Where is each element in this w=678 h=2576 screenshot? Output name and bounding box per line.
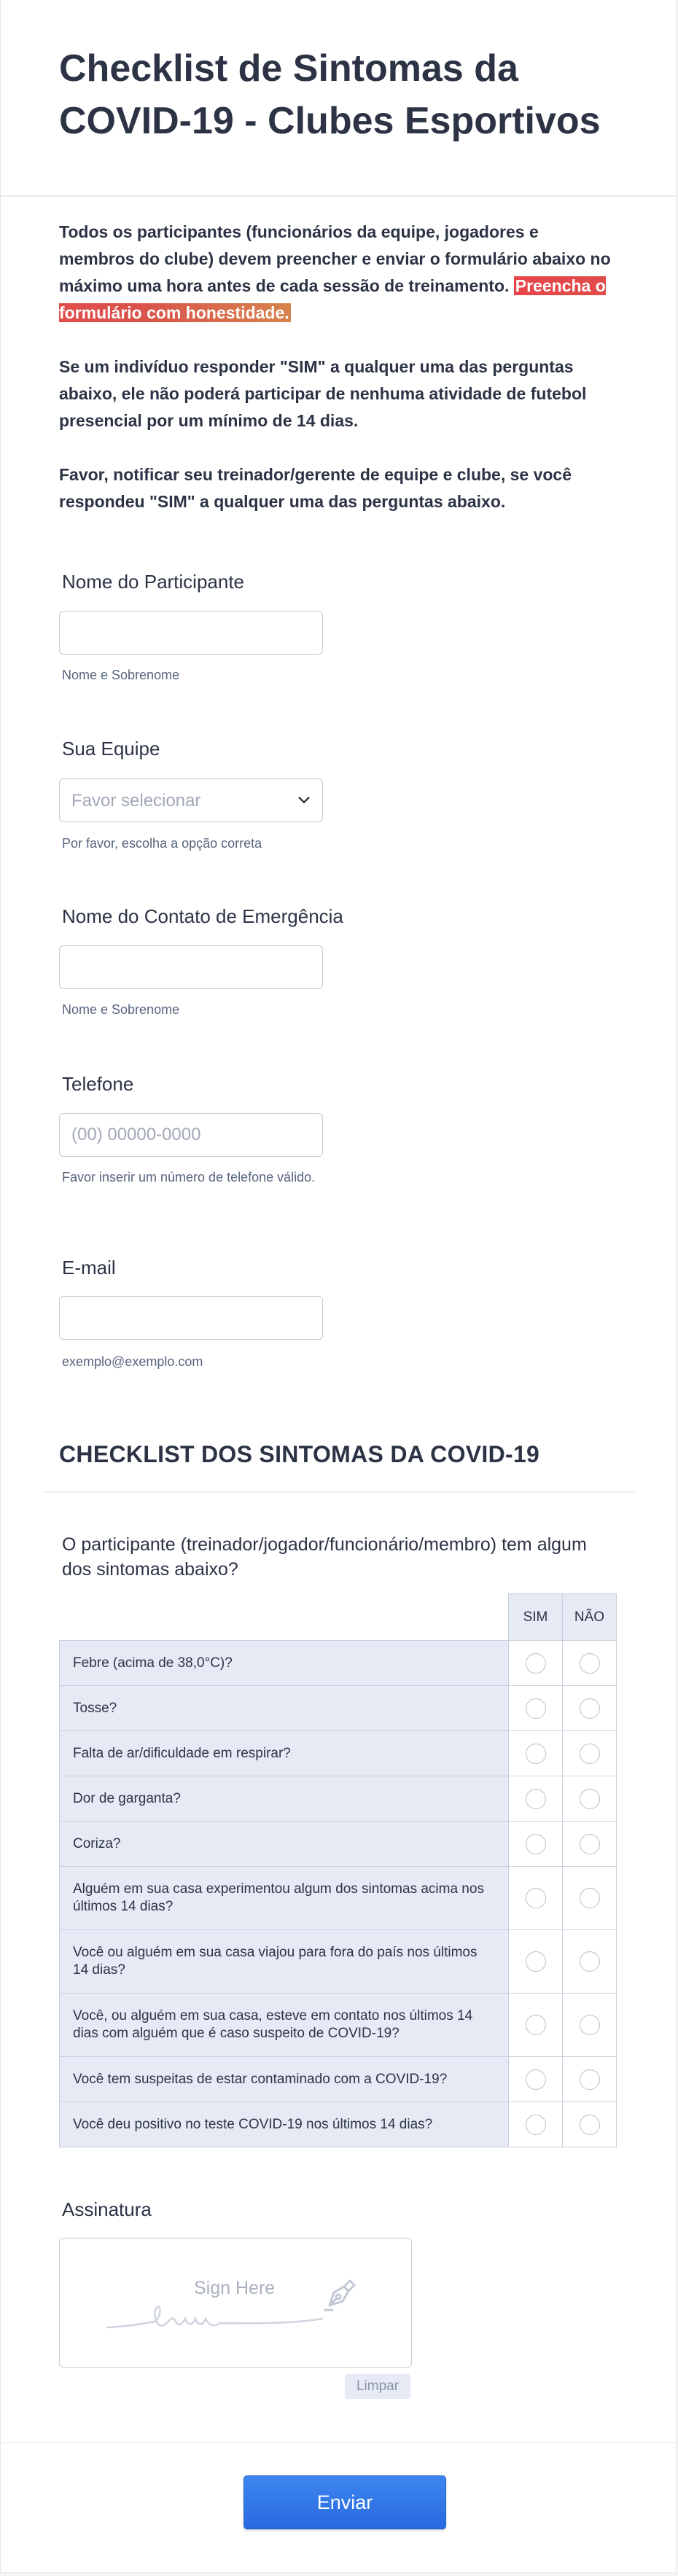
matrix-cell-sim xyxy=(509,1686,563,1731)
matrix-row xyxy=(60,1822,617,1867)
email-label: E-mail xyxy=(62,1257,116,1279)
radio-sim[interactable] xyxy=(526,1698,546,1719)
matrix-row xyxy=(60,1867,617,1930)
team-select[interactable] xyxy=(59,778,323,822)
phone-label: Telefone xyxy=(62,1073,134,1095)
radio-sim[interactable] xyxy=(526,1744,546,1764)
phone-input[interactable] xyxy=(59,1113,323,1157)
matrix-row-label: Você, ou alguém em sua casa, esteve em contato nos últimos 14 dias com alguém que é caso suspeito de COVID-19? xyxy=(60,1994,509,2057)
form-header xyxy=(1,0,676,197)
matrix-row-label: Tosse? xyxy=(60,1686,509,1731)
matrix-row xyxy=(60,1994,617,2057)
footer-divider xyxy=(1,2442,676,2443)
matrix-row-label: Febre (acima de 38,0°C)? xyxy=(60,1641,509,1686)
section-title: CHECKLIST DOS SINTOMAS DA COVID-19 xyxy=(59,1441,540,1467)
radio-sim[interactable] xyxy=(526,1834,546,1854)
radio-nao[interactable] xyxy=(580,2015,600,2035)
matrix-cell-nao xyxy=(563,1731,617,1776)
matrix-column-sim: SIM xyxy=(509,1594,563,1641)
participant-name-sublabel: Nome e Sobrenome xyxy=(62,668,180,682)
form-title: Checklist de Sintomas da COVID-19 - Clubes Esportivos xyxy=(59,47,601,142)
radio-nao[interactable] xyxy=(580,2069,600,2090)
intro-text-1: Todos os participantes (funcionários da equipe, jogadores e membros do clube) devem preencher e enviar o formulário abaixo no máximo uma hora antes de cada sessão de treinamento. xyxy=(59,222,611,295)
matrix-cell-sim xyxy=(509,1822,563,1867)
matrix-cell-nao xyxy=(563,2102,617,2147)
matrix-cell-nao xyxy=(563,1867,617,1930)
phone-sublabel: Favor inserir um número de telefone válido. xyxy=(62,1170,316,1184)
matrix-cell-nao xyxy=(563,1686,617,1731)
matrix-row-label: Você tem suspeitas de estar contaminado com a COVID-19? xyxy=(60,2057,509,2102)
matrix-cell-nao xyxy=(563,1994,617,2057)
intro-paragraph-1 xyxy=(59,219,613,327)
team-select-value: Favor selecionar xyxy=(71,791,201,811)
chevron-down-icon xyxy=(296,792,312,808)
matrix-row-label: Coriza? xyxy=(60,1822,509,1867)
signature-label: Assinatura xyxy=(62,2198,152,2220)
matrix-corner xyxy=(60,1594,509,1641)
participant-name-label: Nome do Participante xyxy=(62,571,245,593)
matrix-header-row xyxy=(60,1594,617,1641)
radio-sim[interactable] xyxy=(526,2115,546,2135)
matrix-row xyxy=(60,1731,617,1776)
radio-nao[interactable] xyxy=(580,1888,600,1908)
radio-nao[interactable] xyxy=(580,1834,600,1854)
radio-nao[interactable] xyxy=(580,1744,600,1764)
matrix-cell-nao xyxy=(563,1822,617,1867)
radio-sim[interactable] xyxy=(526,2069,546,2090)
matrix-row xyxy=(60,2102,617,2147)
clear-signature-button[interactable]: Limpar xyxy=(345,2374,410,2399)
matrix-cell-nao xyxy=(563,1930,617,1994)
radio-sim[interactable] xyxy=(526,1653,546,1674)
signature-placeholder: Sign Here xyxy=(194,2278,276,2298)
matrix-column-nao: NÃO xyxy=(563,1594,617,1641)
symptoms-matrix xyxy=(59,1593,617,2147)
matrix-cell-sim xyxy=(509,1994,563,2057)
matrix-row xyxy=(60,1776,617,1822)
matrix-cell-sim xyxy=(509,1867,563,1930)
team-label: Sua Equipe xyxy=(62,738,160,760)
matrix-row xyxy=(60,1930,617,1994)
team-sublabel: Por favor, escolha a opção correta xyxy=(62,836,262,851)
matrix-row-label: Você deu positivo no teste COVID-19 nos últimos 14 dias? xyxy=(60,2102,509,2147)
pen-nib-icon xyxy=(319,2273,362,2316)
matrix-row-label: Falta de ar/dificuldade em respirar? xyxy=(60,1731,509,1776)
email-sublabel: exemplo@exemplo.com xyxy=(62,1354,203,1369)
matrix-row xyxy=(60,1686,617,1731)
emergency-contact-input[interactable] xyxy=(59,945,323,989)
intro-highlight: Preencha o formulário com honestidade. xyxy=(59,276,606,322)
radio-nao[interactable] xyxy=(580,1698,600,1719)
intro-paragraph-3: Favor, notificar seu treinador/gerente de equipe e clube, se você respondeu "SIM" a qualquer uma das perguntas abaixo. xyxy=(59,465,572,511)
matrix-cell-nao xyxy=(563,2057,617,2102)
matrix-row xyxy=(60,2057,617,2102)
intro-paragraph-2: Se um indivíduo responder "SIM" a qualquer uma das perguntas abaixo, ele não poderá participar de nenhuma atividade de futebol presencial por um mínimo de 14 dias. xyxy=(59,357,587,430)
submit-button[interactable]: Enviar xyxy=(243,2475,446,2529)
radio-nao[interactable] xyxy=(580,2115,600,2135)
matrix-cell-sim xyxy=(509,1731,563,1776)
matrix-cell-sim xyxy=(509,1776,563,1822)
section-divider xyxy=(44,1491,635,1493)
emergency-contact-label: Nome do Contato de Emergência xyxy=(62,905,343,927)
radio-sim[interactable] xyxy=(526,1951,546,1972)
radio-sim[interactable] xyxy=(526,2015,546,2035)
radio-nao[interactable] xyxy=(580,1653,600,1674)
matrix-row xyxy=(60,1641,617,1686)
participant-name-input[interactable] xyxy=(59,611,323,655)
matrix-cell-nao xyxy=(563,1776,617,1822)
matrix-cell-nao xyxy=(563,1641,617,1686)
matrix-cell-sim xyxy=(509,2057,563,2102)
emergency-contact-sublabel: Nome e Sobrenome xyxy=(62,1002,180,1017)
matrix-cell-sim xyxy=(509,1641,563,1686)
matrix-question-label: O participante (treinador/jogador/funcionário/membro) tem algum dos sintomas abaixo? xyxy=(62,1534,587,1580)
radio-nao[interactable] xyxy=(580,1789,600,1809)
radio-sim[interactable] xyxy=(526,1789,546,1809)
matrix-row-label: Você ou alguém em sua casa viajou para fora do país nos últimos 14 dias? xyxy=(60,1930,509,1994)
signature-pad[interactable] xyxy=(59,2238,412,2368)
matrix-cell-sim xyxy=(509,2102,563,2147)
email-input[interactable] xyxy=(59,1296,323,1340)
matrix-row-label: Dor de garganta? xyxy=(60,1776,509,1822)
form-intro xyxy=(59,219,613,542)
radio-sim[interactable] xyxy=(526,1888,546,1908)
matrix-cell-sim xyxy=(509,1930,563,1994)
radio-nao[interactable] xyxy=(580,1951,600,1972)
matrix-row-label: Alguém em sua casa experimentou algum dos sintomas acima nos últimos 14 dias? xyxy=(60,1867,509,1930)
